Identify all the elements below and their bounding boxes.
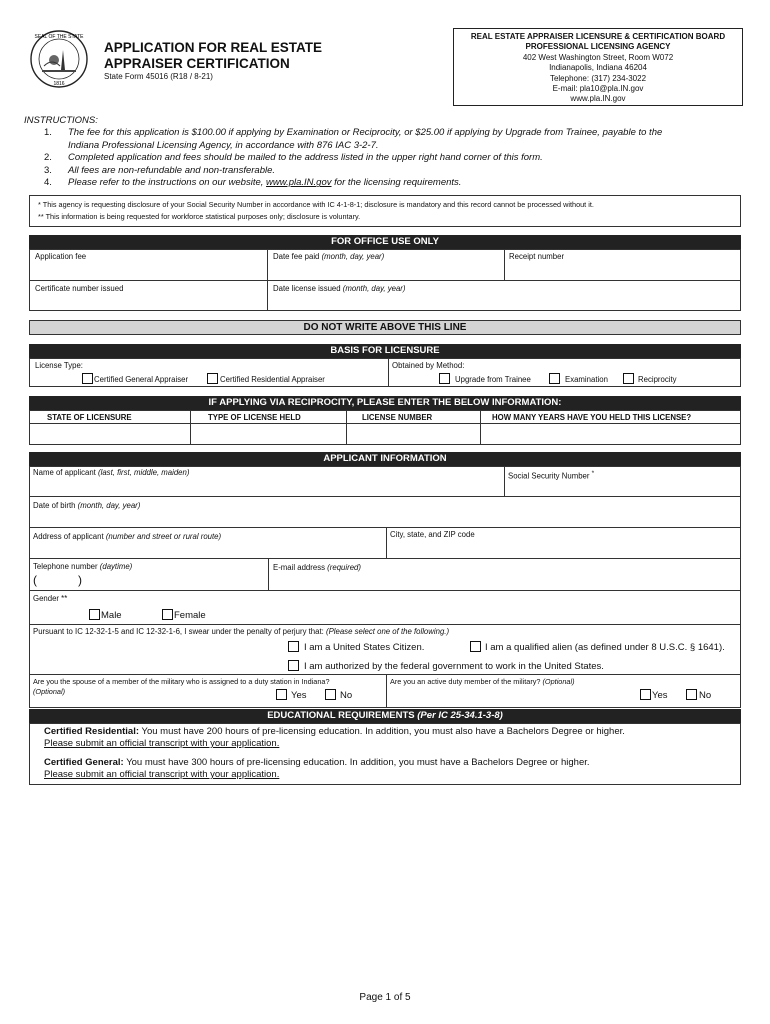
instruction-text: Indiana Professional Licensing Agency, in accordance with 876 IAC 3-2-7.	[68, 139, 379, 151]
city-state-zip-field[interactable]	[387, 542, 740, 557]
instruction-text: Completed application and fees should be mailed to the address listed in the upper right hand corner of this form.	[68, 152, 543, 164]
gender-label: Gender **	[33, 594, 68, 603]
agency-street: 402 West Washington Street, Room W072	[522, 52, 674, 62]
female-checkbox[interactable]	[162, 609, 173, 620]
perjury-statement: Pursuant to IC 12-32-1-5 and IC 12-32-1-6, I swear under the penalty of perjury that: (Please select one of the following.)	[33, 627, 450, 636]
form-title	[104, 40, 404, 72]
examination-label: Examination	[565, 375, 608, 384]
us-citizen-label: I am a United States Citizen.	[304, 642, 425, 653]
authorized-worker-label: I am authorized by the federal government to work in the United States.	[304, 661, 604, 672]
basis-header: BASIS FOR LICENSURE	[29, 344, 741, 358]
agency-website: www.pla.IN.gov	[570, 94, 626, 104]
instruction-text: The fee for this application is $100.00 if applying by Examination or Reciprocity, or $25.00 if applying by Upgrade from Trainee, payable to the	[68, 127, 663, 138]
form-title-line1: APPLICATION FOR REAL ESTATE	[104, 40, 323, 55]
qualified-alien-label: I am a qualified alien (as defined under 8 U.S.C. § 1641).	[485, 642, 725, 653]
instruction-item: 2. Completed application and fees should be mailed to the address listed in the upper right hand corner of this form.	[44, 152, 543, 164]
state-of-licensure-header: STATE OF LICENSURE	[47, 413, 132, 422]
page-number: Page 1 of 5	[359, 992, 411, 1003]
office-use-header: FOR OFFICE USE ONLY	[29, 235, 741, 249]
form-title-line2: APPRAISER CERTIFICATION	[104, 56, 290, 71]
ssn-field[interactable]	[505, 480, 740, 495]
website-link[interactable]: www.pla.IN.gov	[266, 177, 332, 189]
active-duty-question: Are you an active duty member of the military? (Optional)	[390, 677, 575, 686]
certified-general-checkbox[interactable]	[82, 373, 93, 384]
reciprocity-checkbox[interactable]	[623, 373, 634, 384]
qualified-alien-checkbox[interactable]	[470, 641, 481, 652]
state-seal	[30, 30, 88, 88]
phone-field[interactable]	[40, 573, 270, 589]
years-held-field[interactable]	[481, 424, 740, 444]
date-fee-paid-label: Date fee paid (month, day, year)	[273, 252, 385, 261]
receipt-number-label: Receipt number	[509, 252, 565, 261]
spouse-yes-checkbox[interactable]	[276, 689, 287, 700]
city-state-zip-label: City, state, and ZIP code	[390, 530, 475, 539]
email-label: E-mail address (required)	[273, 563, 361, 572]
disclosure-box	[29, 195, 741, 227]
dob-label: Date of birth (month, day, year)	[33, 501, 141, 510]
certificate-number-label: Certificate number issued	[35, 284, 124, 293]
instruction-item: 3. All fees are non-refundable and non-transferable.	[44, 164, 276, 176]
active-no-label: No	[699, 690, 712, 701]
certified-general-label: Certified General Appraiser	[94, 375, 189, 384]
general-requirement: Certified General: You must have 300 hours of pre-licensing education. In addition, you must have a Bachelors Degree or higher. Please submit an official transcript with your application.	[44, 757, 590, 780]
instruction-item: 1. The fee for this application is $100.00 if applying by Examination or Reciprocity, or $25.00 if applying by Upgrade from Trainee, payable to the	[44, 127, 663, 138]
agency-email: E-mail: pla10@pla.IN.gov	[552, 84, 644, 94]
date-license-issued-label: Date license issued (month, day, year)	[273, 284, 406, 293]
email-field[interactable]	[269, 574, 740, 589]
phone-label: Telephone number (daytime)	[33, 562, 133, 571]
education-header: EDUCATIONAL REQUIREMENTS (Per IC 25-34.1-3-8)	[29, 709, 741, 723]
agency-name: PROFESSIONAL LICENSING AGENCY	[525, 42, 671, 52]
state-form-number: State Form 45016 (R18 / 8-21)	[104, 72, 213, 81]
years-held-header: HOW MANY YEARS HAVE YOU HELD THIS LICENSE?	[492, 413, 692, 422]
residential-requirement: Certified Residential: You must have 200 hours of pre-licensing education. In addition, you must also have a Bachelors Degree or higher. Please submit an official transcript with your application.	[44, 726, 625, 749]
license-number-field[interactable]	[347, 424, 480, 444]
agency-phone: Telephone: (317) 234-3022	[549, 73, 647, 83]
address-field[interactable]	[30, 542, 385, 557]
spouse-no-checkbox[interactable]	[325, 689, 336, 700]
instruction-text: for the licensing requirements.	[331, 177, 462, 189]
dob-field[interactable]	[30, 511, 740, 526]
do-not-write-banner: DO NOT WRITE ABOVE THIS LINE	[29, 320, 741, 335]
upgrade-trainee-label: Upgrade from Trainee	[455, 375, 531, 384]
active-no-checkbox[interactable]	[686, 689, 697, 700]
reciprocity-label: Reciprocity	[638, 375, 677, 384]
applicant-header: APPLICANT INFORMATION	[29, 452, 741, 466]
ssn-disclosure: * This agency is requesting disclosure of your Social Security Number in accordance with IC 4-1-8-1; disclosure is mandatory and this record cannot be processed without it.	[38, 200, 594, 209]
agency-address-box	[453, 28, 743, 106]
name-label: Name of applicant (last, first, middle, maiden)	[33, 468, 190, 477]
license-number-header: LICENSE NUMBER	[362, 413, 433, 422]
instructions-list	[44, 127, 734, 190]
examination-checkbox[interactable]	[549, 373, 560, 384]
authorized-worker-checkbox[interactable]	[288, 660, 299, 671]
name-field[interactable]	[30, 478, 503, 495]
svg-text:SEAL OF THE STATE: SEAL OF THE STATE	[34, 34, 84, 40]
phone-area-close: )	[78, 573, 82, 587]
ssn-label: Social Security Number *	[508, 470, 595, 481]
instruction-text: All fees are non-refundable and non-transferable.	[68, 164, 276, 176]
upgrade-trainee-checkbox[interactable]	[439, 373, 450, 384]
active-yes-checkbox[interactable]	[640, 689, 651, 700]
state-of-licensure-field[interactable]	[30, 424, 190, 444]
reciprocity-header: IF APPLYING VIA RECIPROCITY, PLEASE ENTER THE BELOW INFORMATION:	[29, 396, 741, 410]
instructions-title: INSTRUCTIONS:	[24, 115, 98, 126]
female-label: Female	[174, 610, 206, 621]
spouse-yes-label: Yes	[291, 690, 307, 701]
instruction-item: 4. Please refer to the instructions on our website, www.pla.IN.gov for the licensing requirements.	[44, 177, 462, 189]
instruction-text: Please refer to the instructions on our website,	[68, 177, 267, 189]
spouse-no-label: No	[340, 690, 353, 701]
instruction-item-continuation	[44, 140, 734, 153]
military-spouse-question: Are you the spouse of a member of the military who is assigned to a duty station in Indiana? (Optional)	[33, 677, 330, 696]
male-label: Male	[101, 610, 122, 621]
certified-residential-checkbox[interactable]	[207, 373, 218, 384]
method-label: Obtained by Method:	[392, 361, 465, 370]
application-fee-label: Application fee	[35, 252, 87, 261]
svg-text:1816: 1816	[53, 81, 65, 87]
us-citizen-checkbox[interactable]	[288, 641, 299, 652]
voluntary-disclosure: ** This information is being requested for workforce statistical purposes only; disclosure is voluntary.	[38, 212, 361, 221]
phone-area-open: (	[33, 573, 37, 587]
type-of-license-header: TYPE OF LICENSE HELD	[208, 413, 301, 422]
certified-residential-label: Certified Residential Appraiser	[220, 375, 325, 384]
address-label: Address of applicant (number and street or rural route)	[33, 532, 222, 541]
male-checkbox[interactable]	[89, 609, 100, 620]
agency-city: Indianapolis, Indiana 46204	[549, 63, 647, 73]
active-yes-label: Yes	[652, 690, 668, 701]
type-of-license-field[interactable]	[191, 424, 346, 444]
license-type-label: License Type:	[35, 361, 83, 370]
agency-board-name: REAL ESTATE APPRAISER LICENSURE & CERTIFICATION BOARD	[470, 32, 726, 41]
